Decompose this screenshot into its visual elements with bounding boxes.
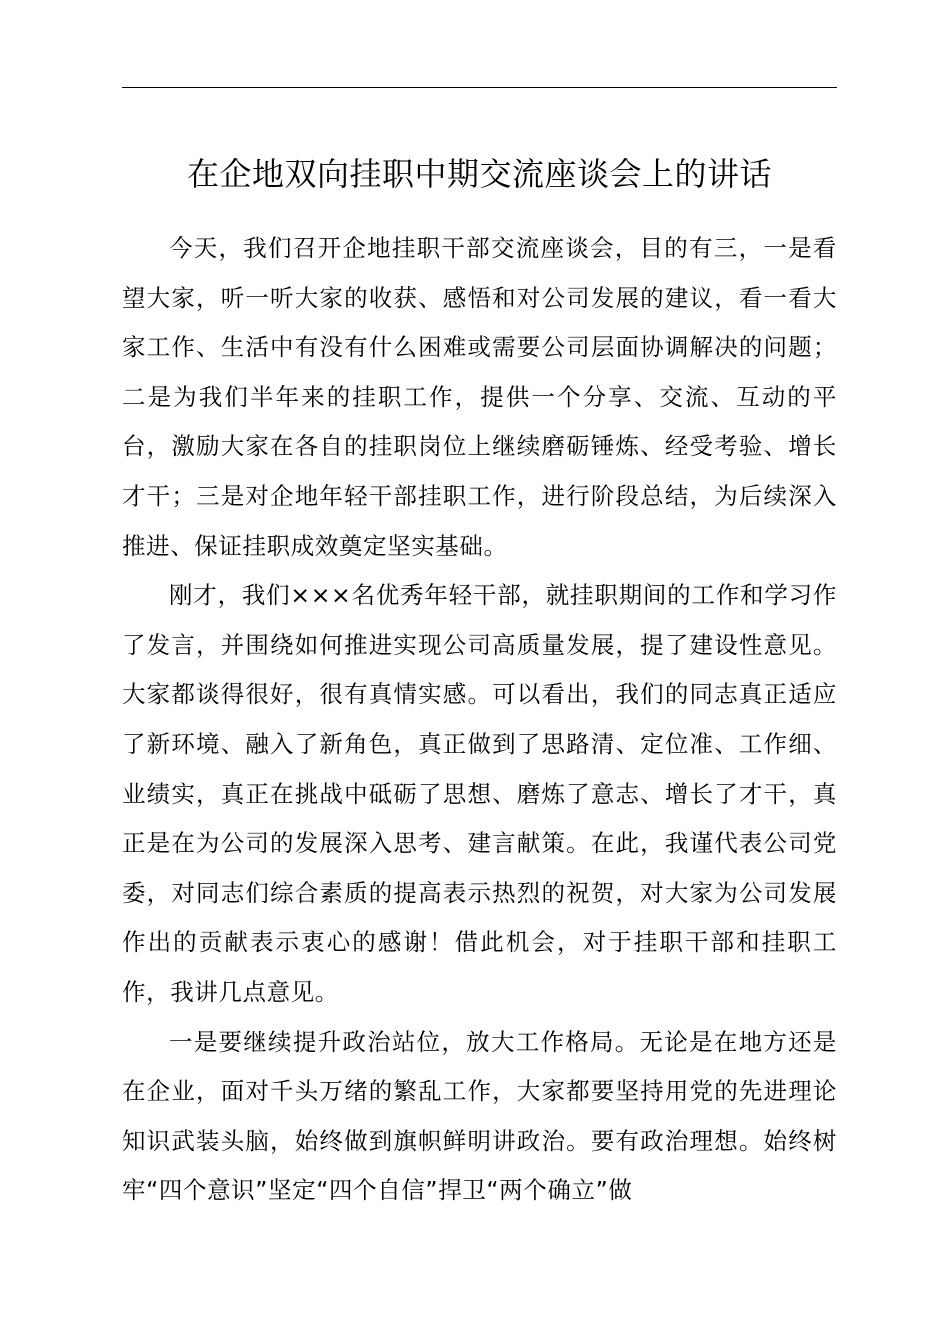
document-title: 在企地双向挂职中期交流座谈会上的讲话 bbox=[186, 155, 772, 193]
paragraph-intro: 今天，我们召开企地挂职干部交流座谈会，目的有三，一是看望大家，听一听大家的收获、感悟和对公司发展的建议，看一看大家工作、生活中有没有什么困难或需要公司层面协调解决的问题；二是为我们半年来的挂职工作，提供一个分享、交流、互动的平台，激励大家在各自的挂职岗位上继续磨砺锤炼、经受考验、增长才干；三是对企地年轻干部挂职工作，进行阶段总结，为后续深入推进、保证挂职成效奠定坚实基础。 bbox=[122, 234, 837, 560]
paragraph-review: 刚才，我们×××名优秀年轻干部，就挂职期间的工作和学习作了发言，并围绕如何推进实现公司高质量发展，提了建设性意见。大家都谈得很好，很有真情实感。可以看出，我们的同志真正适应了新环境、融入了新角色，真正做到了思路清、定位准、工作细、业绩实，真正在挑战中砥砺了思想、磨炼了意志、增长了才干，真正是在为公司的发展深入思考、建言献策。在此，我谨代表公司党委，对同志们综合素质的提高表示热烈的祝贺，对大家为公司发展作出的贡献表示衷心的感谢！借此机会，对于挂职干部和挂职工作，我讲几点意见。 bbox=[122, 581, 837, 1006]
header-rule bbox=[122, 87, 837, 88]
paragraph-point-one: 一是要继续提升政治站位，放大工作格局。无论是在地方还是在企业，面对千头万绪的繁乱工作，大家都要坚持用党的先进理论知识武装头脑，始终做到旗帜鲜明讲政治。要有政治理想。始终树牢“四个意识”坚定“四个自信”捍卫“两个确立”做 bbox=[122, 1027, 837, 1205]
document-body bbox=[122, 224, 837, 1216]
